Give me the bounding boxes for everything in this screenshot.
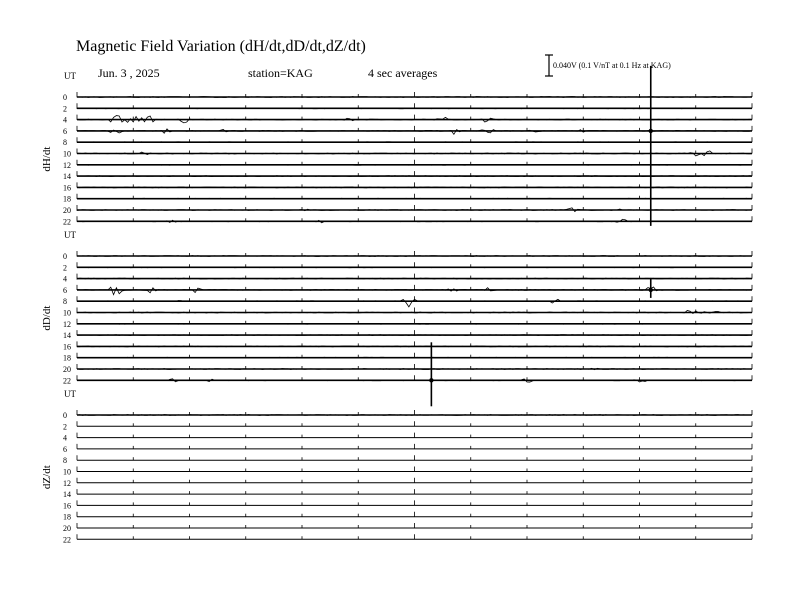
panel-dH-dt	[41, 66, 792, 252]
hour-tick-label: 12	[63, 478, 71, 488]
hour-tick-label: 22	[63, 535, 71, 545]
station-label: station=KAG	[248, 66, 313, 80]
hour-tick-label: 20	[63, 524, 71, 533]
panel-dD-dt	[41, 230, 792, 406]
hour-tick-label: 6	[63, 444, 67, 454]
hour-tick-label: 14	[63, 172, 71, 182]
data-spike-peak	[649, 288, 653, 292]
panel-label-dZ-dt: dZ/dt	[41, 465, 53, 490]
hour-tick-label: 16	[63, 183, 71, 193]
scale-bar-label: 0.040V (0.1 V/nT at 0.1 Hz at KAG)	[553, 61, 671, 70]
data-spike-peak	[429, 378, 433, 382]
hour-tick-label: 12	[63, 319, 71, 329]
hour-tick-label: 20	[63, 365, 71, 374]
hour-tick-label: 2	[63, 263, 67, 273]
hour-tick-label: 8	[63, 456, 67, 466]
hour-tick-label: 22	[63, 376, 71, 386]
hour-tick-label: 16	[63, 501, 71, 511]
hour-tick-label: 14	[63, 490, 71, 500]
hour-tick-label: 8	[63, 297, 67, 307]
hour-tick-label: 6	[63, 126, 67, 136]
hour-tick-label: 0	[63, 93, 67, 102]
hour-tick-label: 10	[63, 149, 71, 159]
panel-dZ-dt	[41, 389, 752, 544]
hour-tick-label: 18	[63, 194, 71, 204]
averaging-label: 4 sec averages	[368, 66, 438, 80]
hour-tick-label: 2	[63, 422, 67, 432]
hour-tick-label: 4	[63, 274, 67, 284]
hour-tick-label: 16	[63, 342, 71, 352]
panel-label-dH-dt: dH/dt	[41, 146, 53, 172]
hour-tick-label: 14	[63, 331, 71, 341]
ut-axis-label: UT	[64, 71, 76, 81]
hour-tick-label: 8	[63, 138, 67, 148]
hour-tick-label: 6	[63, 285, 67, 295]
hour-tick-label: 10	[63, 467, 71, 477]
hour-tick-label: 12	[63, 160, 71, 170]
hour-tick-label: 4	[63, 115, 67, 125]
data-spike-peak	[649, 129, 653, 133]
hour-tick-label: 0	[63, 411, 67, 420]
panel-label-dD-dt: dD/dt	[41, 305, 53, 331]
hour-tick-label: 18	[63, 353, 71, 363]
hour-tick-label: 22	[63, 217, 71, 227]
ut-axis-label: UT	[64, 230, 76, 240]
hour-tick-label: 2	[63, 104, 67, 114]
hour-tick-label: 10	[63, 308, 71, 318]
chart-title: Magnetic Field Variation (dH/dt,dD/dt,dZ/dt)	[76, 38, 366, 55]
hour-tick-label: 18	[63, 512, 71, 522]
hour-tick-label: 4	[63, 433, 67, 443]
date-label: Jun. 3 , 2025	[98, 66, 160, 80]
hour-tick-label: 0	[63, 252, 67, 261]
hour-tick-label: 20	[63, 206, 71, 215]
ut-axis-label: UT	[64, 389, 76, 399]
